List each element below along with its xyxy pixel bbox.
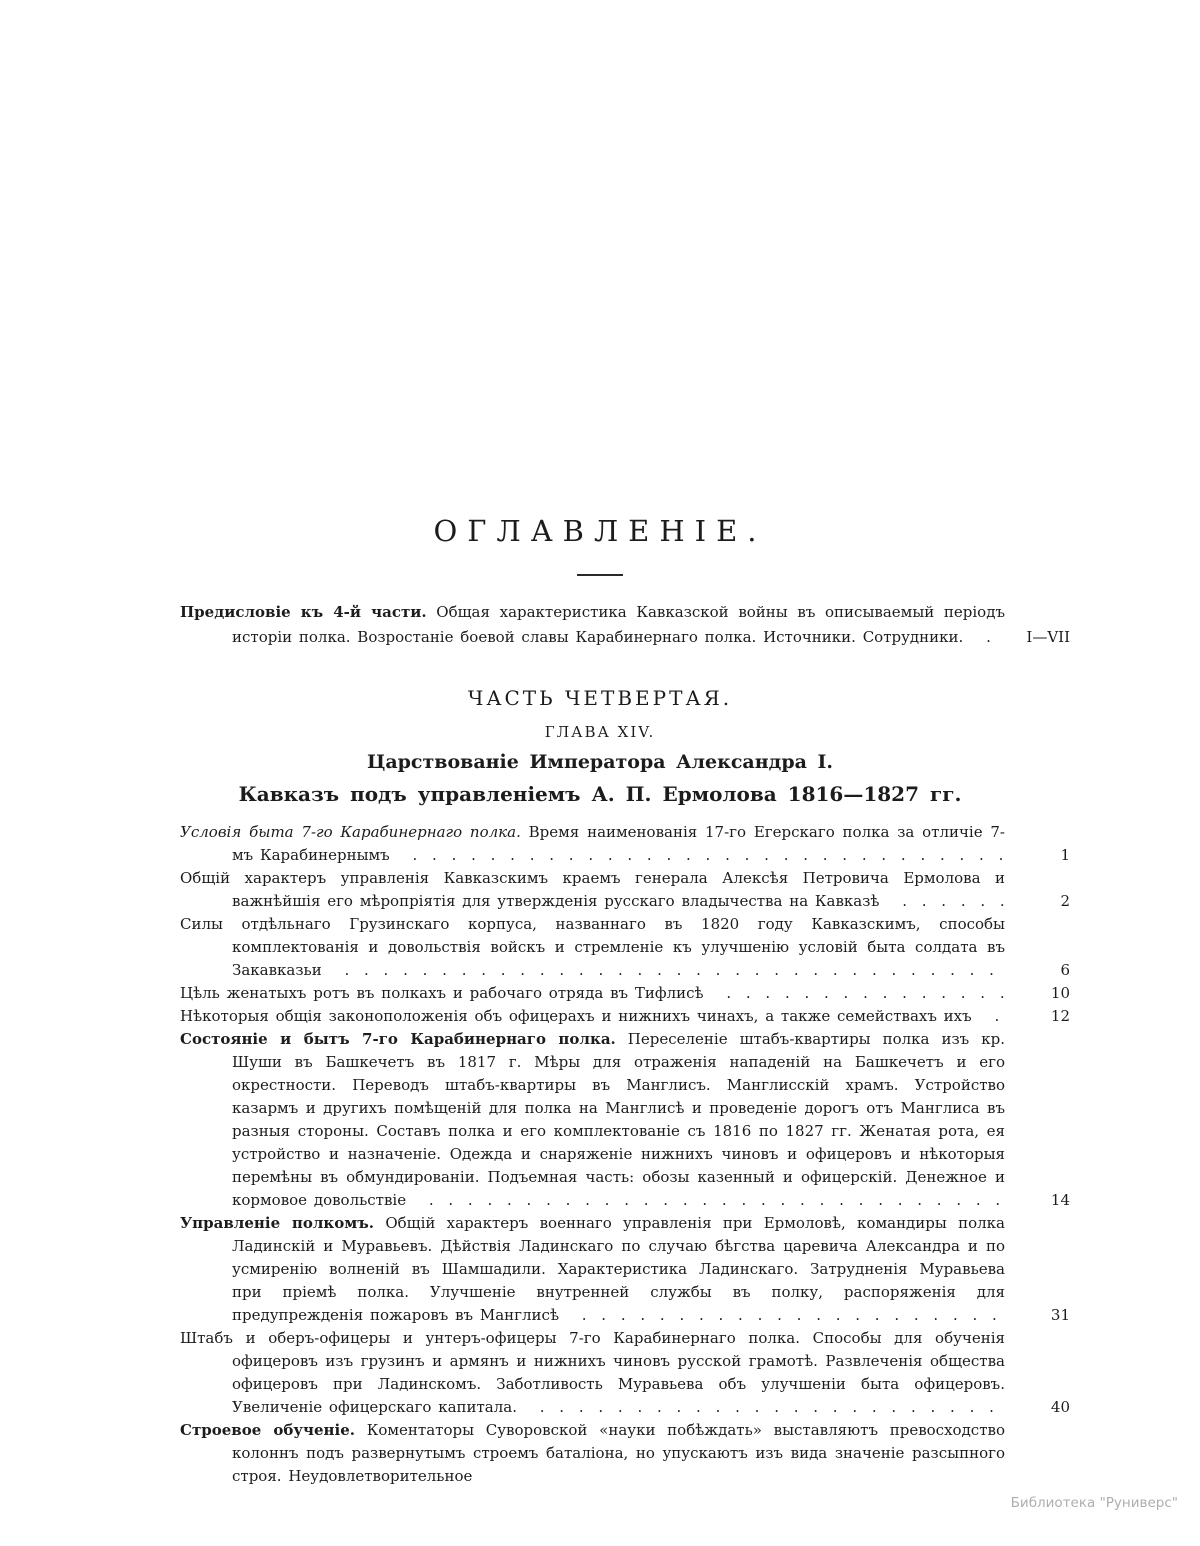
chapter-subtitle: Кавказъ подъ управленіемъ А. П. Ермолова 1816—1827 гг. <box>238 782 962 806</box>
entry-page-number: 6 <box>1060 961 1070 979</box>
entry-page-number: 40 <box>1050 1398 1070 1416</box>
entry-lead: Управленіе полкомъ. <box>180 1214 375 1232</box>
title-divider <box>577 574 623 576</box>
dot-leader: . . . . . . <box>887 892 1005 910</box>
toc-entry <box>180 1212 1070 1327</box>
chapter-title: Царствованіе Императора Александра I. <box>366 751 834 773</box>
entry-lead: Состояніе и бытъ 7-го Карабинернаго полка. <box>180 1030 616 1048</box>
dot-leader: . . . . . . . . . . . . . . . . . . . . . . <box>567 1306 997 1324</box>
dot-leader: . . . . . . . . . . . . . . . . . . . . . . . . . . . . . . . <box>397 846 1004 864</box>
toc-entry <box>180 1028 1070 1212</box>
entry-text: Силы отдѣльнаго Грузинскаго корпуса, названнаго въ 1820 году Кавказскимъ, способы комплектованія и довольствія войскъ и стремленіе къ улучшенію условій быта солдата въ Закавказьи <box>180 915 1005 979</box>
dot-leader: . <box>979 1007 1000 1025</box>
toc-entry <box>180 1419 1035 1488</box>
entry-text: Общій характеръ военнаго управленія при Ермоловѣ, командиры полка Ладинскій и Муравьевъ. Дѣйствія Ладинскаго по случаю бѣгства царевича Александра и по усмиренію волненій въ Шамшадили. Характеристика Ладинскаго. Затрудненія Муравьева при пріемѣ полка. Улучшеніе внутренней службы въ полку, распоряженія для предупрежденія пожаровъ въ Манглисѣ <box>232 1214 1005 1324</box>
entry-text: Нѣкоторыя общія законоположенія объ офицерахъ и нижнихъ чинахъ, а также семействахъ ихъ <box>180 1007 972 1025</box>
entry-text: Общій характеръ управленія Кавказскимъ краемъ генерала Алексѣя Петровича Ермолова и важнѣйшія его мѣропріятія для утвержденія русскаго владычества на Кавказѣ <box>180 869 1005 910</box>
dot-leader: . . . . . . . . . . . . . . . . . . . . . . . . <box>525 1398 994 1416</box>
entry-text: Коментаторы Суворовской «науки побѣждать» выставляютъ превосходство колоннъ подъ развернутымъ строемъ баталіона, но упускаютъ изъ вида значеніе разсыпного строя. Неудовлетворительное <box>232 1421 1005 1485</box>
toc-entry <box>180 1005 1070 1028</box>
entry-text: Штабъ и оберъ-офицеры и унтеръ-офицеры 7-го Карабинернаго полка. Способы для обученія офицеровъ изъ грузинъ и армянъ и нижнихъ чиновъ русской грамотѣ. Развлеченія общества офицеровъ при Ладинскомъ. Заботливость Муравьева объ улучшеніи быта офицеровъ. Увеличеніе офицерскаго капитала. <box>180 1329 1005 1416</box>
toc-entries <box>180 821 1070 1488</box>
toc-entry <box>180 821 1070 867</box>
toc-entry <box>180 913 1070 982</box>
toc-entry <box>180 982 1070 1005</box>
entry-page-number: 10 <box>1050 984 1070 1002</box>
chapter-heading: ГЛАВА XIV. <box>544 723 656 741</box>
entry-page-number: 31 <box>1050 1306 1070 1324</box>
dot-leader: . . . . . . . . . . . . . . . . . . . . . . . . . . . . . . . . . . <box>329 961 994 979</box>
dot-leader: . . . . . . . . . . . . . . . . . . . . . . . . . . . . . . <box>414 1191 1001 1209</box>
entry-lead: Условія быта 7-го Карабинернаго полка. <box>180 823 521 841</box>
toc-entry <box>180 600 1070 650</box>
entry-page-number: 1 <box>1060 846 1070 864</box>
dot-leader: . <box>971 628 991 646</box>
entry-page-number: 2 <box>1060 892 1070 910</box>
library-watermark: Библиотека "Руниверс" <box>1010 1495 1178 1511</box>
entry-text: Переселеніе штабъ-квартиры полка изъ кр. Шуши въ Башкечетъ въ 1817 г. Мѣры для отраженія нападеній на Башкечетъ и его окрестности. Переводъ штабъ-квартиры въ Манглисъ. Манглисскій храмъ. Устройство казармъ и другихъ помѣщеній для полка на Манглисѣ и проведеніе дорогъ отъ Манглиса въ разныя стороны. Составъ полка и его комплектованіе съ 1816 по 1827 гг. Женатая рота, ея устройство и назначеніе. Одежда и снаряженіе нижнихъ чиновъ и офицеровъ и нѣкоторыя перемѣны въ обмундированіи. Подъемная часть: обозы казенный и офицерскій. Денежное и кормовое довольствіе <box>232 1030 1005 1209</box>
entry-page-number: 12 <box>1050 1007 1070 1025</box>
page-title: ОГЛАВЛЕНІЕ. <box>433 514 767 548</box>
entry-lead: Строевое обученіе. <box>180 1421 355 1439</box>
entry-page-number: 14 <box>1050 1191 1070 1209</box>
entry-text: Общая характеристика Кавказской войны въ описываемый періодъ исторіи полка. Возростаніе боевой славы Карабинернаго полка. Источники. Сотрудники. <box>232 603 1005 646</box>
entry-text: Цѣль женатыхъ ротъ въ полкахъ и рабочаго отряда въ Тифлисѣ <box>180 984 704 1002</box>
part-heading: ЧАСТЬ ЧЕТВЕРТАЯ. <box>467 686 733 710</box>
entry-text: Время наименованія 17-го Егерскаго полка за отличіе 7-мъ Карабинернымъ <box>232 823 1005 864</box>
entry-lead: Предисловіе къ 4-й части. <box>180 603 427 621</box>
toc-entry <box>180 1327 1070 1419</box>
toc-entry <box>180 867 1070 913</box>
entry-page-number: I—VII <box>1026 628 1070 646</box>
preface-section <box>180 600 1070 650</box>
dot-leader: . . . . . . . . . . . . . . . <box>711 984 1005 1002</box>
